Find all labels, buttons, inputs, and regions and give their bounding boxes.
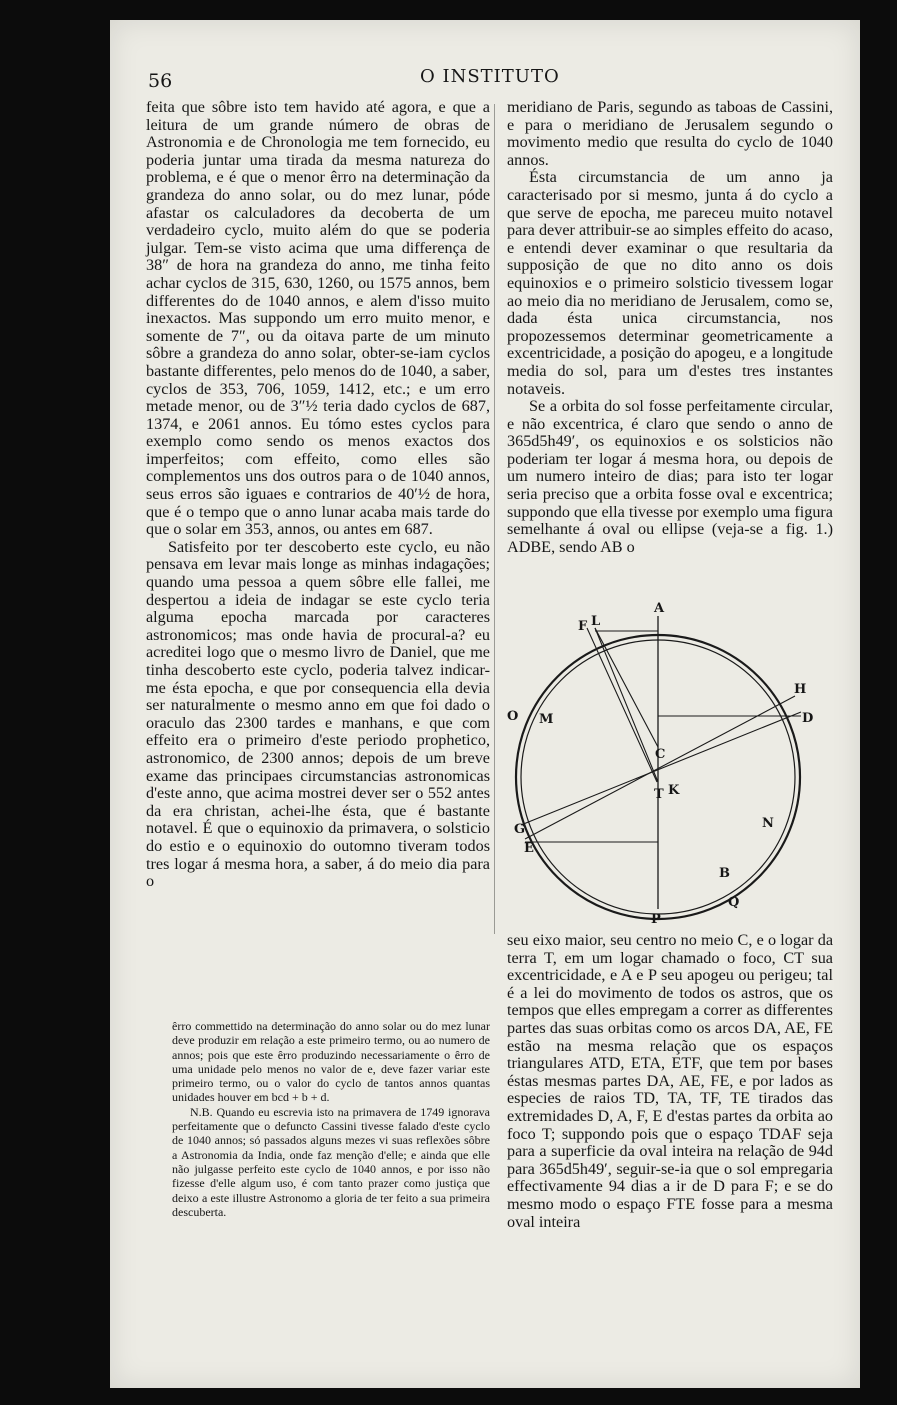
label-b: B: [719, 866, 730, 881]
orbit-figure: [505, 595, 835, 930]
right-paragraph-3: Se a orbita do sol fosse perfeitamente circular, e não excentrica, é claro que sendo o anno de 365d5h49′, os equinoxios e os solsticios não poderiam ter logar á mesma hora, ou depois de um numero inteiro de dias; para isto ter logar seria preciso que a orbita fosse oval e excentrica; suppondo que ella tivesse por exemplo uma figura semelhante á oval ou ellipse (veja-se a fig. 1.) ADBE, sendo AB o: [507, 397, 833, 556]
line-l-to-t: [595, 628, 658, 782]
label-q: Q: [728, 895, 740, 910]
right-paragraph-2: Ésta circumstancia de um anno ja caracterisado por si mesmo, junta á do cyclo a que serve de epocha, me pareceu muito notavel para dever attribuir-se ao simples effeito do acaso, e entendi dever examinar o que resultaria da supposição de que no dito anno os dois equinoxios e o primeiro solsticio tivessem logar ao meio dia no meridiano de Jerusalem, como se, dada ésta unica circumstancia, nos propozessemos determinar geometricamente a excentricidade, a posição do apogeu, e a longitude media do sol, para um d'estes tres instantes notaveis.: [507, 168, 833, 398]
left-paragraph-2: Satisfeito por ter descoberto este cyclo, eu não pensava em levar mais longe as minhas indagações; quando uma pessoa a quem sôbre elle fallei, me despertou a ideia de indagar se este cyclo teria alguma epocha marcada por caracteres astronomicos; mas onde havia de procural-a? eu acreditei logo que o mesmo livro de Daniel, que me tinha descoberto este cyclo, poderia talvez indicar-me ésta epocha, e que por consequencia ella devia ser naturalmente o mesmo anno em que foi dado o oraculo das 2300 tardes e manhans, e que com effeito era o primeiro d'este periodo prophetico, astronomico, de 2300 annos; depois de um breve exame das principaes circumstancias astronomicas d'este anno, que acima mostrei dever ser o 552 antes da era christan, achei-lhe ésta, que é bastante notavel. É que o equinoxio da primavera, o solsticio do estio e o equinoxio do outomno tiveram todos tres logar á mesma hora, a saber, á do meio dia para o: [146, 537, 490, 891]
left-column: [146, 99, 490, 891]
label-f: F: [578, 619, 588, 634]
right-column-bottom: [507, 932, 833, 1231]
line-l-to-c: [595, 628, 658, 747]
label-t: T: [654, 787, 664, 802]
label-e: E: [524, 841, 534, 856]
label-g: G: [514, 822, 526, 837]
right-column-top: [507, 99, 833, 556]
label-m: M: [539, 712, 554, 727]
running-title: O INSTITUTO: [420, 66, 560, 87]
label-h: H: [794, 682, 807, 697]
orbit-diagram: [505, 595, 835, 930]
line-d-to-g: [521, 712, 801, 825]
left-paragraph-1: feita que sôbre isto tem havido até agora, e que a leitura de um grande número de obras de Astronomia e de Chronologia me tem fornecido, eu poderia juntar uma tirada da mesma natureza do problema, e é que o menor êrro na determinação da grandeza do anno solar, ou do mez lunar, póde afastar os calculadores da decoberta de um verdadeiro cyclo, muito além do que se poderia julgar. Tem-se visto acima que uma differença de 38″ de hora na grandeza do anno, me tinha feito achar cyclos de 315, 630, 1260, ou 1575 annos, bem differentes do de 1040 annos, e alem d'isso muito inexactos. Mas suppondo um erro muito menor, e somente de 7″, ou da oitava parte de um minuto sôbre a grandeza do anno solar, obter-se-iam cyclos bastante differentes, pelo menos do de 1040, a saber, cyclos de 353, 706, 1059, 1412, etc.; e um erro metade menor, ou de 3″½ teria dado cyclos de 687, 1374, e 2061 annos. Eu tómo estes cyclos para exemplo como sendo os menos exactos dos imperfeitos; com effeito, como elles são complementos uns dos outros para o de 1040 annos, seus erros são iguaes e contrarios de 40′½ de hora, que é o tempo que o anno lunar acaba mais tarde do que o solar em 353, annos, ou antes em 687.: [146, 98, 490, 539]
label-p: P: [651, 912, 661, 927]
page-number: 56: [148, 70, 173, 92]
footnote-paragraph-2: N.B. Quando eu escrevia isto na primavera de 1749 ignorava perfeitamente que o defuncto Cassini tivesse falado d'este cyclo de 1040 annos; só passados alguns mezes vi suas reflexões sôbre a Astronomia da India, onde faz menção d'elle; e ainda que elle não julgasse perfeito este cyclo de 1040 annos, e por isso não fizesse d'elle algum uso, é com tanto prazer como justiça que deixo a este illustre Astronomo a gloria de ter feito a sua primeira descuberta.: [172, 1104, 490, 1219]
footnote: [172, 1019, 490, 1219]
label-o: O: [507, 709, 519, 724]
label-n: N: [762, 816, 774, 831]
footnote-paragraph-1: êrro commettido na determinação do anno solar ou do mez lunar deve produzir em relação a este primeiro termo, ou ao numero de annos; pois que este êrro produzindo necessariamente o êrro de uma unidade pelo menos no valor de e, deve fazer variar este primeiro termo, ou o valor do cyclo de tantos annos quantas unidades houver em bcd + b + d.: [172, 1019, 490, 1105]
label-c: C: [655, 747, 666, 762]
right-paragraph-4: seu eixo maior, seu centro no meio C, e o logar da terra T, em um logar chamado o foco, CT sua excentricidade, e A e P seu apogeu ou perigeu; tal é a lei do movimento de todos os astros, que os tempos que elles empregam a correr as differentes partes das suas orbitas como os arcos DA, AE, FE estão na mesma relação que os espaços triangulares ATD, ETA, ETF, que tem por bases éstas mesmas partes DA, AE, FE, e por lados as especies de raios TD, TA, TF, TE tirados das extremidades D, A, F, E d'estas partes da orbita ao foco T; suppondo pois que o espaço TDAF seja para a superficie da oval inteira na relação de 94d para 365d5h49′, seguir-se-ia que o sol empregaria effectivamente 94 dias a ir de D para F; e se do mesmo modo o espaço FTE fosse para a mesma oval inteira: [507, 931, 833, 1231]
label-a: A: [654, 601, 665, 616]
label-d: D: [802, 711, 814, 726]
column-divider: [494, 104, 495, 934]
line-f-to-t: [587, 628, 657, 782]
right-paragraph-1: meridiano de Paris, segundo as taboas de Cassini, e para o meridiano de Jerusalem segundo o movimento medio que resulta do cyclo de 1040 annos.: [507, 98, 833, 169]
label-l: L: [591, 614, 601, 629]
line-h-to-e: [525, 696, 795, 839]
label-k: K: [668, 783, 680, 798]
